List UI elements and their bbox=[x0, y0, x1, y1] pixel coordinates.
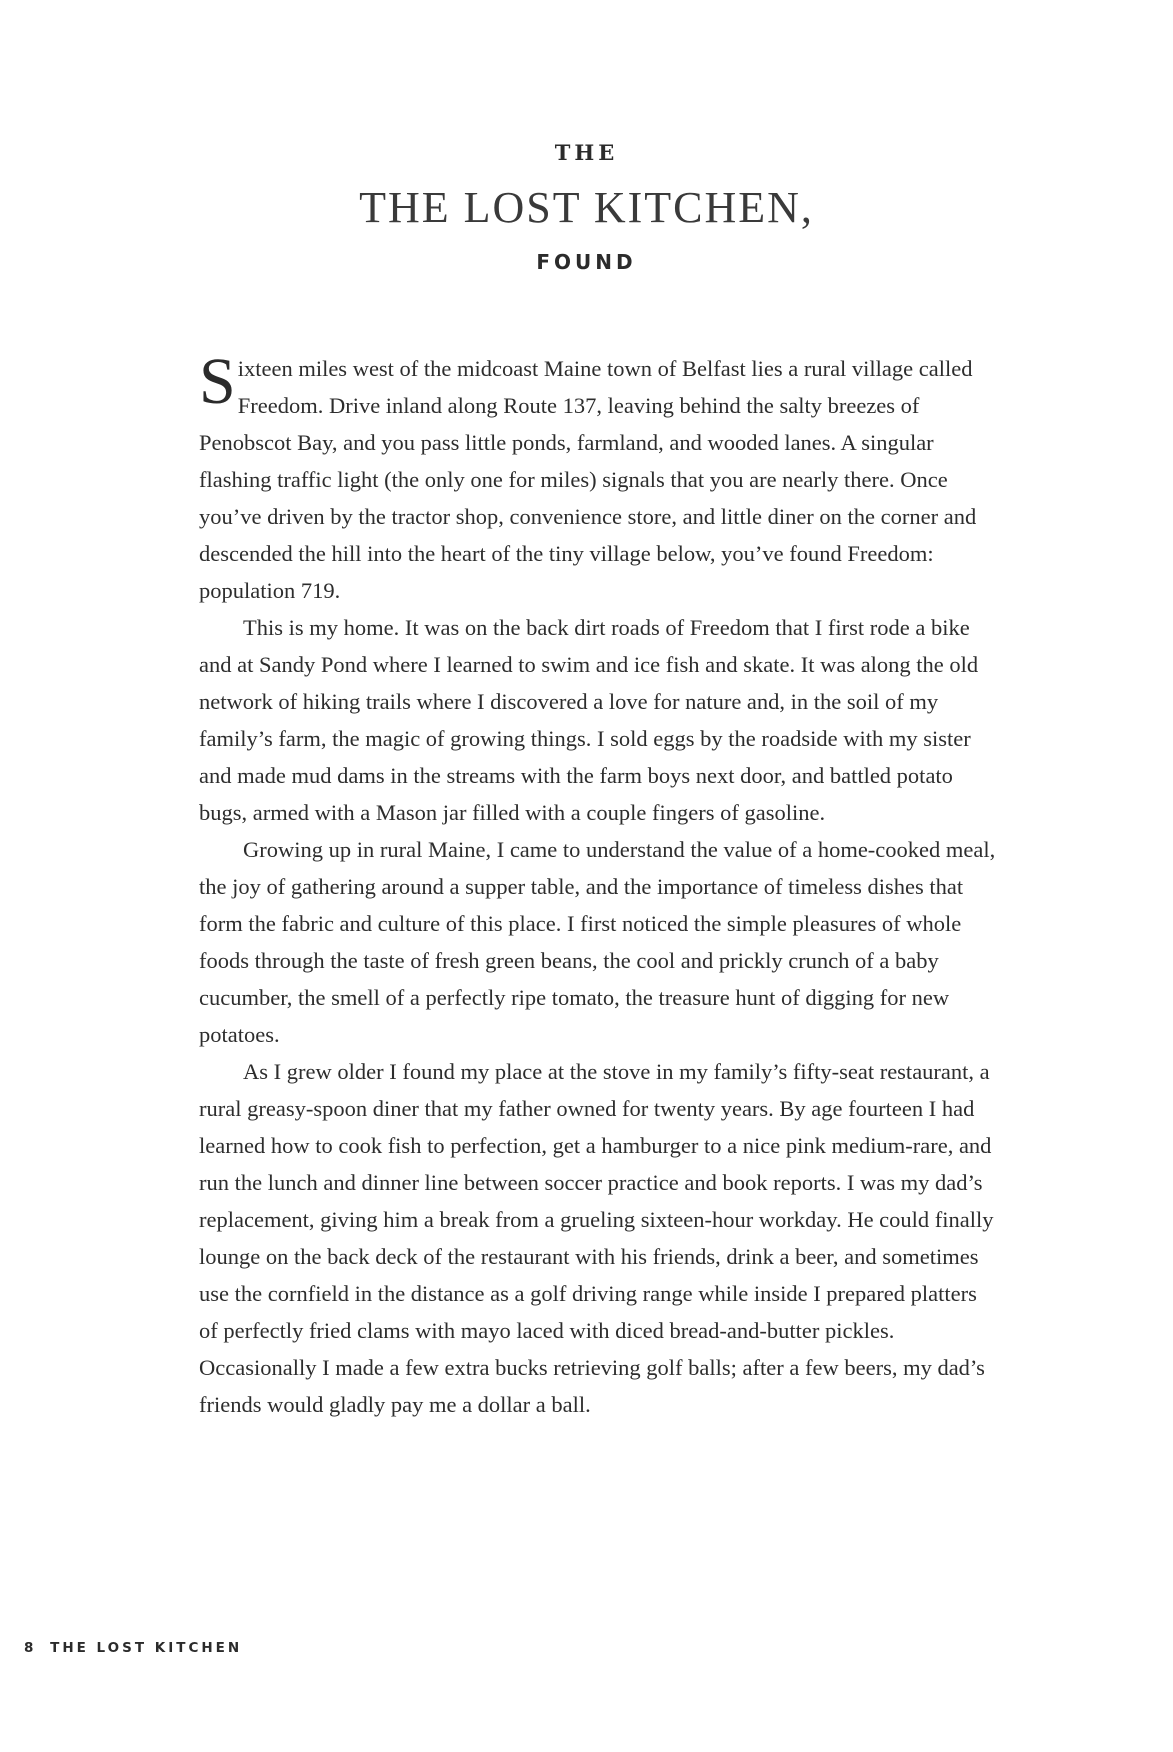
chapter-kicker: THE bbox=[554, 140, 619, 165]
paragraph-1 bbox=[199, 345, 999, 609]
paragraph-3: Growing up in rural Maine, I came to understand the value of a home-cooked meal, the joy of gathering around a supper table, and the importance of timeless dishes that form the fabric and culture of this place. I first noticed the simple pleasures of whole foods through the taste of fresh green beans, the cool and prickly crunch of a baby cucumber, the smell of a perfectly ripe tomato, the treasure hunt of digging for new potatoes. bbox=[199, 837, 996, 1047]
page-footer bbox=[24, 1640, 242, 1656]
chapter-title: THE LOST KITCHEN, bbox=[359, 183, 814, 232]
paragraph-4: As I grew older I found my place at the stove in my family’s fifty-seat restaurant, a rural greasy-spoon diner that my father owned for twenty years. By age fourteen I had learned how to cook fish to perfection, get a hamburger to a nice pink medium-rare, and run the lunch and dinner line between soccer practice and book reports. I was my dad’s replacement, giving him a break from a grueling sixteen-hour workday. He could finally lounge on the back deck of the restaurant with his friends, drink a beer, and sometimes use the cornfield in the distance as a golf driving range while inside I prepared platters of perfectly fried clams with mayo laced with diced bread-and-butter pickles. Occasionally I made a few extra bucks retrieving golf balls; after a few beers, my dad’s friends would gladly pay me a dollar a ball. bbox=[199, 1059, 994, 1417]
drop-cap: S bbox=[199, 345, 236, 418]
page-number: 8 bbox=[24, 1640, 37, 1656]
running-title: THE LOST KITCHEN bbox=[50, 1640, 243, 1656]
chapter-body bbox=[199, 345, 999, 1423]
paragraph-2: This is my home. It was on the back dirt roads of Freedom that I first rode a bike and at Sandy Pond where I learned to swim and ice fish and skate. It was along the old network of hiking trails where I discovered a love for nature and, in the soil of my family’s farm, the magic of growing things. I sold eggs by the roadside with my sister and made mud dams in the streams with the farm boys next door, and battled potato bugs, armed with a Mason jar filled with a couple fingers of gasoline. bbox=[199, 615, 979, 825]
paragraph-1-text: ixteen miles west of the midcoast Maine town of Belfast lies a rural village called Freedom. Drive inland along Route 137, leaving behind the salty breezes of Penobscot Bay, and you pass little ponds, farmland, and wooded lanes. A singular flashing traffic light (the only one for miles) signals that you are nearly there. Once you’ve driven by the tractor shop, convenience store, and little diner on the corner and descended the hill into the heart of the tiny village below, you’ve found Freedom: population 719. bbox=[199, 356, 977, 603]
chapter-subtitle: FOUND bbox=[536, 250, 637, 274]
